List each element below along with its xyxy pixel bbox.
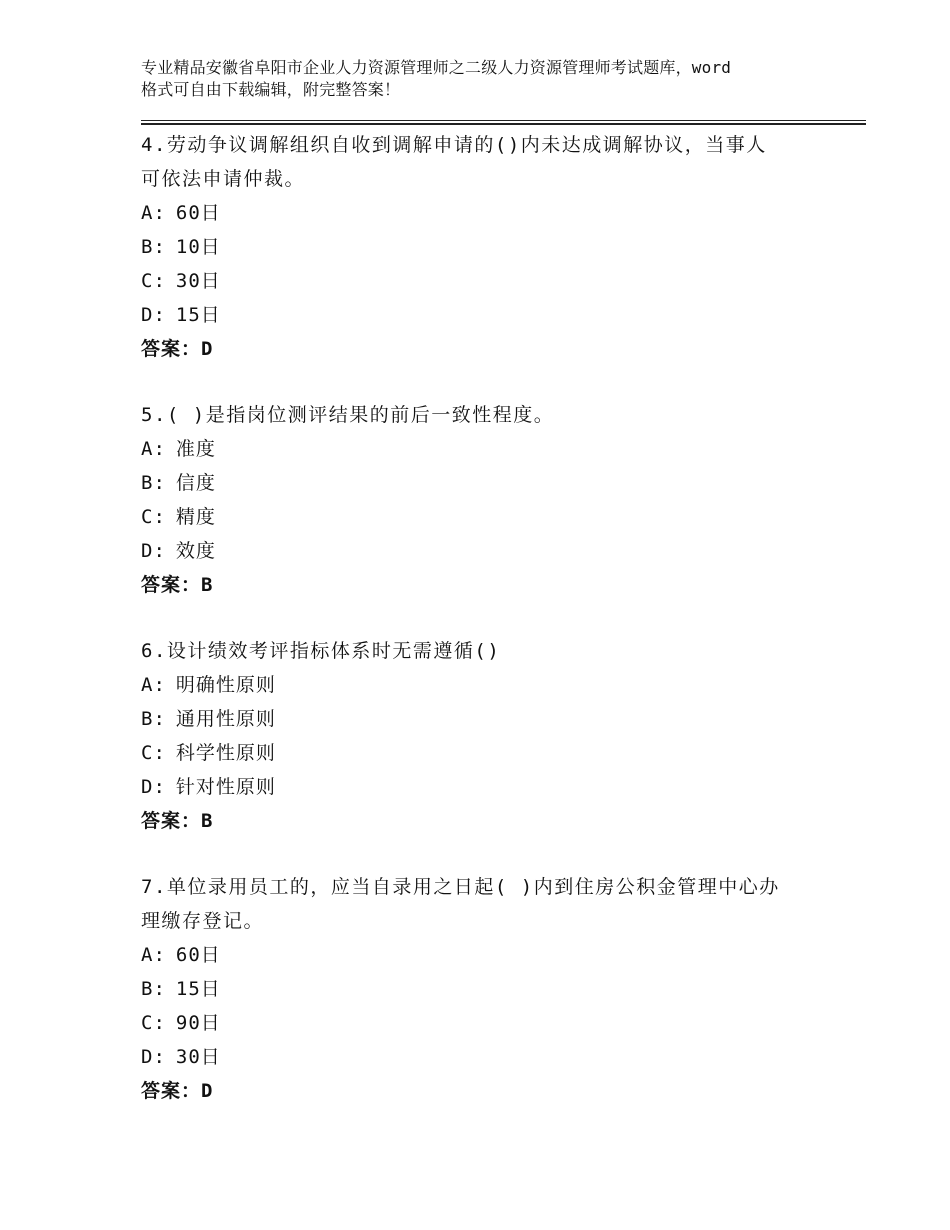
option-text: 30日 [175, 1046, 221, 1068]
stem-line: 7.单位录用员工的，应当自录用之日起( )内到住房公积金管理中心办 [141, 876, 780, 898]
option-key: C [141, 742, 154, 764]
answer-value: D [201, 1080, 214, 1102]
question-6 [141, 634, 841, 838]
question-stem [141, 634, 841, 668]
document-header [141, 57, 841, 101]
option-a: A: 60日 [141, 202, 221, 224]
option-c: C: 精度 [141, 506, 216, 528]
answer-line [141, 568, 841, 602]
question-stem [141, 398, 841, 432]
answer-label: 答案： [141, 574, 202, 596]
option-text: 90日 [175, 1012, 221, 1034]
option-key: A [141, 944, 154, 966]
stem-line: 理缴存登记。 [141, 910, 265, 932]
stem-line: 6.设计绩效考评指标体系时无需遵循() [141, 640, 501, 662]
answer-value: B [201, 574, 214, 596]
option-text: 60日 [175, 202, 221, 224]
option-c: C: 30日 [141, 270, 221, 292]
option-text: 精度 [175, 506, 216, 528]
option-b: B: 10日 [141, 236, 221, 258]
option-b: B: 15日 [141, 978, 221, 1000]
option-a: A: 明确性原则 [141, 674, 276, 696]
option-text: 10日 [175, 236, 221, 258]
option-text: 准度 [175, 438, 216, 460]
option-key: D [141, 1046, 154, 1068]
option-text: 明确性原则 [175, 674, 276, 696]
question-stem [141, 870, 841, 938]
option-text: 效度 [175, 540, 216, 562]
option-text: 15日 [175, 978, 221, 1000]
question-7 [141, 870, 841, 1108]
option-key: B [141, 472, 154, 494]
answer-line [141, 804, 841, 838]
option-key: C [141, 1012, 154, 1034]
option-key: D [141, 304, 154, 326]
option-d: D: 效度 [141, 540, 216, 562]
option-key: B [141, 236, 154, 258]
header-divider-thin [141, 120, 866, 121]
option-key: C [141, 270, 154, 292]
option-key: A [141, 438, 154, 460]
option-text: 30日 [175, 270, 221, 292]
question-4 [141, 128, 841, 366]
answer-label: 答案： [141, 338, 202, 360]
answer-line [141, 332, 841, 366]
option-key: B [141, 978, 154, 1000]
option-a: A: 60日 [141, 944, 221, 966]
option-d: D: 30日 [141, 1046, 221, 1068]
option-text: 通用性原则 [175, 708, 276, 730]
option-key: A [141, 202, 154, 224]
option-c: C: 90日 [141, 1012, 221, 1034]
stem-line: 4.劳动争议调解组织自收到调解申请的()内未达成调解协议，当事人 [141, 134, 767, 156]
option-key: D [141, 540, 154, 562]
option-text: 针对性原则 [175, 776, 276, 798]
option-key: B [141, 708, 154, 730]
option-key: D [141, 776, 154, 798]
option-d: D: 针对性原则 [141, 776, 276, 798]
answer-label: 答案： [141, 1080, 202, 1102]
option-text: 科学性原则 [175, 742, 276, 764]
question-list [141, 128, 841, 1140]
option-d: D: 15日 [141, 304, 221, 326]
question-5 [141, 398, 841, 602]
stem-line: 5.( )是指岗位测评结果的前后一致性程度。 [141, 404, 555, 426]
option-key: C [141, 506, 154, 528]
option-text: 60日 [175, 944, 221, 966]
option-text: 15日 [175, 304, 221, 326]
stem-line: 可依法申请仲裁。 [141, 168, 306, 190]
answer-label: 答案： [141, 810, 202, 832]
answer-value: D [201, 338, 214, 360]
answer-line [141, 1074, 841, 1108]
option-a: A: 准度 [141, 438, 216, 460]
header-line-1: 专业精品安徽省阜阳市企业人力资源管理师之二级人力资源管理师考试题库，word [141, 58, 732, 77]
option-c: C: 科学性原则 [141, 742, 276, 764]
option-b: B: 通用性原则 [141, 708, 276, 730]
option-key: A [141, 674, 154, 696]
answer-value: B [201, 810, 214, 832]
option-text: 信度 [175, 472, 216, 494]
header-divider-thick [141, 123, 866, 125]
option-b: B: 信度 [141, 472, 216, 494]
header-line-2: 格式可自由下载编辑，附完整答案！ [141, 80, 401, 99]
question-stem [141, 128, 841, 196]
